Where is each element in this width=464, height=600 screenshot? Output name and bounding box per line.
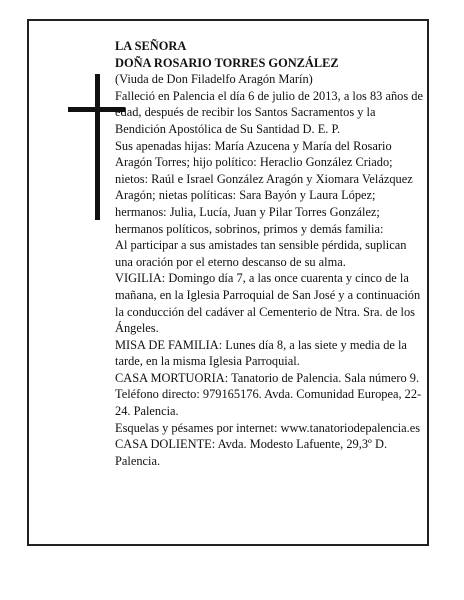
family-list: Sus apenadas hijas: María Azucena y María del Rosario Aragón Torres; hijo político: Heraclio González Criado; nietos: Raúl e Israel González Aragón y Xiomara Velázquez Aragón; nietas políticas: Sara Bayón y Laura López; hermanos: Julia, Lucía, Juan y Pilar Torres González; hermanos políticos, sobrinos, primos y demás familia: (115, 138, 413, 236)
title-line: LA SEÑORA (115, 39, 187, 53)
cross-icon (95, 74, 100, 220)
family-mass-info: MISA DE FAMILIA: Lunes día 8, a las siete y media de la tarde, en la misma Iglesia Parroquial. (115, 337, 407, 369)
obituary-text (115, 38, 426, 469)
prayer-request: Al participar a sus amistades tan sensible pérdida, suplican una oración por el eterno descanso de su alma. (115, 238, 407, 269)
deceased-name: DOÑA ROSARIO TORRES GONZÁLEZ (115, 55, 339, 70)
mourning-house-info: CASA DOLIENTE: Avda. Modesto Lafuente, 29,3º D. Palencia. (115, 437, 388, 468)
vigil-info: VIGILIA: Domingo día 7, a las once cuarenta y cinco de la mañana, en la Iglesia Parroquial de San José y a continuación la conducción del cadáver al Cementerio de Ntra. Sra. de los Ángeles. (115, 271, 421, 336)
online-condolences: Esquelas y pésames por internet: www.tanatoriodepalencia.es (115, 420, 421, 435)
death-notice: Falleció en Palencia el día 6 de julio de 2013, a los 83 años de edad, después de recibir los Santos Sacramentos y la Bendición Apostólica de Su Santidad D. E. P. (115, 88, 423, 136)
funeral-home-info: CASA MORTUORIA: Tanatorio de Palencia. Sala número 9. Teléfono directo: 979165176. Avda. Comunidad Europea, 22-24. Palencia. (115, 370, 422, 419)
widow-line: (Viuda de Don Filadelfo Aragón Marín) (115, 72, 313, 87)
